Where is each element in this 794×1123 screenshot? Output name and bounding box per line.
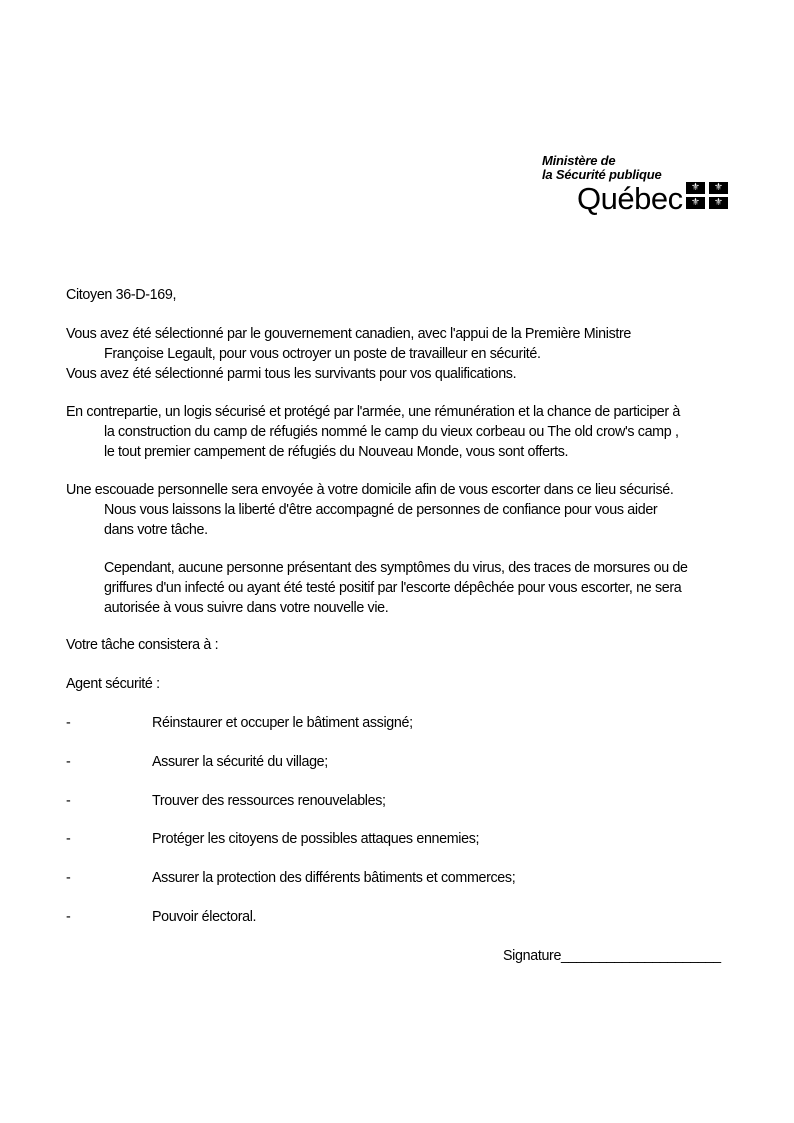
signature-line: Signature_____________________: [503, 948, 721, 964]
para3-line1: Une escouade personnelle sera envoyée à votre domicile afin de vous escorter dans ce lieu sécurisé.: [66, 482, 674, 498]
para1-line2: Françoise Legault, pour vous octroyer un poste de travailleur en sécurité.: [104, 346, 541, 362]
task-item: Réinstaurer et occuper le bâtiment assigné;: [152, 715, 413, 731]
para1-line3: Vous avez été sélectionné parmi tous les survivants pour vos qualifications.: [66, 366, 517, 382]
fleur-de-lis-icon: ⚜: [709, 182, 728, 194]
para2-line2: la construction du camp de réfugiés nommé le camp du vieux corbeau ou The old crow's camp ,: [104, 424, 679, 440]
para3-line3: dans votre tâche.: [104, 522, 208, 538]
para4-line1: Cependant, aucune personne présentant des symptômes du virus, des traces de morsures ou de: [104, 560, 688, 576]
task-item: Assurer la sécurité du village;: [152, 754, 328, 770]
task-item: Protéger les citoyens de possibles attaques ennemies;: [152, 831, 480, 847]
task-item: Assurer la protection des différents bâtiments et commerces;: [152, 870, 516, 886]
fleur-de-lis-icon: ⚜: [686, 182, 705, 194]
logo-ministry-line1: Ministère de: [542, 153, 616, 168]
ministry-logo: [540, 152, 740, 218]
task-intro: Votre tâche consistera à :: [66, 637, 219, 653]
bullet-dash: -: [66, 831, 71, 847]
logo-ministry-line2: la Sécurité publique: [542, 167, 662, 182]
bullet-dash: -: [66, 870, 71, 886]
bullet-dash: -: [66, 793, 71, 809]
role-heading: Agent sécurité :: [66, 676, 160, 692]
fleurdelise-flag-icon: [686, 182, 730, 210]
fleur-de-lis-icon: ⚜: [686, 197, 705, 209]
bullet-dash: -: [66, 754, 71, 770]
fleur-de-lis-icon: ⚜: [709, 197, 728, 209]
para2-line1: En contrepartie, un logis sécurisé et protégé par l'armée, une rémunération et la chance de participer à: [66, 404, 681, 420]
bullet-dash: -: [66, 715, 71, 731]
para2-line3: le tout premier campement de réfugiés du Nouveau Monde, vous sont offerts.: [104, 444, 569, 460]
task-item: Trouver des ressources renouvelables;: [152, 793, 386, 809]
bullet-dash: -: [66, 909, 71, 925]
logo-province-name: Québec: [577, 181, 683, 216]
para3-line2: Nous vous laissons la liberté d'être accompagné de personnes de confiance pour vous aider: [104, 502, 658, 518]
para4-line2: griffures d'un infecté ou ayant été testé positif par l'escorte dépêchée pour vous escorter, ne sera: [104, 580, 682, 596]
task-item: Pouvoir électoral.: [152, 909, 257, 925]
para1-line1: Vous avez été sélectionné par le gouvernement canadien, avec l'appui de la Première Ministre: [66, 326, 631, 342]
para4-line3: autorisée à vous suivre dans votre nouvelle vie.: [104, 600, 389, 616]
salutation: Citoyen 36-D-169,: [66, 287, 177, 303]
